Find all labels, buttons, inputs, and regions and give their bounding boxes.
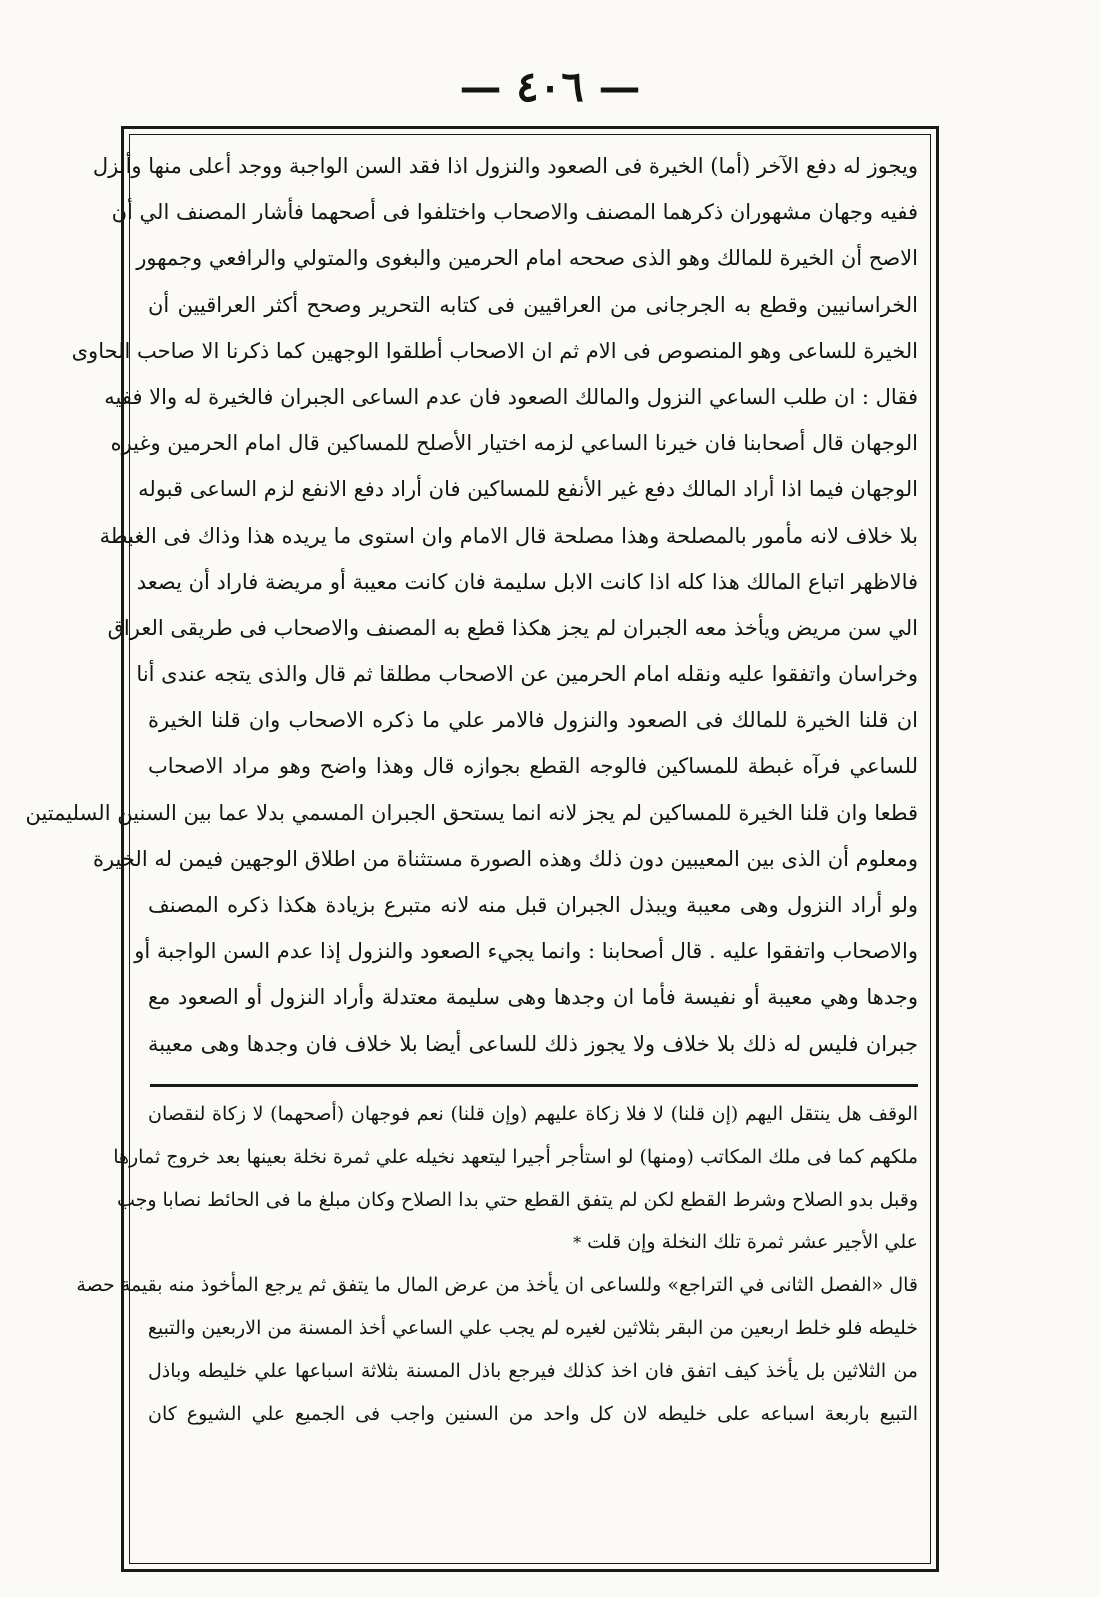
main-text-line: ففيه وجهان مشهوران ذكرهما المصنف والاصحاب واختلفوا فى أصحهما فأشار المصنف الي أن	[111, 200, 918, 225]
footnote-separator	[150, 1084, 918, 1087]
page-number: — ٤٠٦ —	[459, 62, 641, 111]
footnote-line: التبيع باربعة اسباعه على خليطه لان كل واحد من السنين واجب فى الجميع علي الشيوع كان	[148, 1402, 918, 1425]
main-text-line: الي سن مريض ويأخذ معه الجبران لم يجز هكذا قطع به المصنف والاصحاب فى طريقى العراق	[107, 615, 918, 640]
main-text-line: والاصحاب واتفقوا عليه . قال أصحابنا : وانما يجيء الصعود والنزول إذا عدم السن الواجبة أو	[134, 939, 918, 964]
end-mark: *	[573, 1233, 582, 1253]
footnote-line: خليطه فلو خلط اربعين من البقر بثلاثين لغيره لم يجب علي الساعي أخذ المسنة من الاربعين والتبيع	[147, 1316, 918, 1339]
main-text-line: الاصح أن الخيرة للمالك وهو الذى صححه امام الحرمين والبغوى والمتولي والرافعي وجمهور	[136, 246, 918, 271]
main-text-line: بلا خلاف لانه مأمور بالمصلحة وهذا مصلحة قال الامام وان استوى ما يريده هذا وذاك فى الغبطة	[99, 523, 918, 548]
main-text-line: جبران فليس له ذلك بلا خلاف ولا يجوز ذلك للساعى أيضا بلا خلاف فان وجدها وهى معيبة	[148, 1031, 918, 1056]
main-text-line: وجدها وهي معيبة أو نفيسة فأما ان وجدها وهى سليمة معتدلة وأراد النزول أو الصعود مع	[148, 985, 918, 1010]
main-text-line: للساعي فرآه غبطة للمساكين فالوجه القطع بجوازه قال وهذا واضح وهو مراد الاصحاب	[148, 754, 918, 779]
footnote-line-with-end-mark	[148, 1221, 918, 1264]
main-text-line: وخراسان واتفقوا عليه ونقله امام الحرمين عن الاصحاب مطلقا ثم قال والذى يتجه عندى أنا	[136, 662, 918, 687]
main-text-line: الوجهان فيما اذا أراد المالك دفع غير الأنفع للمساكين فان أراد دفع الانفع لزم الساعى قبوله	[138, 477, 918, 502]
main-text-line: فقال : ان طلب الساعي النزول والمالك الصعود فان عدم الساعى الجبران فالخيرة له والا ففيه	[104, 384, 918, 409]
main-text-line: ولو أراد النزول وهى معيبة ويبذل الجبران قبل منه لانه متبرع بزيادة هكذا ذكره المصنف	[148, 893, 918, 917]
footnote-line: وقبل بدو الصلاح وشرط القطع لكن لم يتفق القطع حتي بدا الصلاح وكان مبلغ ما فى الحائط نصابا وجب	[116, 1188, 918, 1211]
main-text	[25, 143, 918, 1067]
main-text-line: ان قلنا الخيرة للمالك فى الصعود والنزول فالامر علي ما ذكره الاصحاب وان قلنا الخيرة	[148, 708, 918, 733]
main-text-line: الخراسانيين وقطع به الجرجانى من العراقيين فى كتابه التحرير وصحح أكثر العراقيين أن	[148, 292, 918, 317]
footnote-line: الوقف هل ينتقل اليهم (إن قلنا) لا فلا زكاة عليهم (وإن قلنا) نعم فوجهان (أصحهما) لا زكاة لنقصان	[148, 1103, 918, 1125]
main-text-line: قطعا وان قلنا الخيرة للمساكين لم يجز لانه انما يستحق الجبران المسمي بدلا عما بين السنين السليمتين	[25, 800, 918, 825]
main-text-line: ومعلوم أن الذى بين المعيبين دون ذلك وهذه الصورة مستثناة من اطلاق الوجهين فيمن له الخيرة	[92, 846, 918, 871]
main-text-line: ويجوز له دفع الآخر (أما) الخيرة فى الصعود والنزول اذا فقد السن الواجبة ووجد أعلى منها وأنزل	[92, 154, 918, 178]
main-text-line: فالاظهر اتباع المالك هذا كله اذا كانت الابل سليمة فان كانت معيبة أو مريضة فاراد أن يصعد	[136, 569, 918, 594]
footnote-line: علي الأجير عشر ثمرة تلك النخلة وإن قلت	[587, 1231, 918, 1254]
footnote-line: ملكهم كما فى ملك المكاتب (ومنها) لو استأجر أجيرا ليتعهد نخيله علي ثمرة نخلة بعينها بعد خروج ثمارها	[113, 1145, 918, 1168]
footnote-text	[76, 1093, 918, 1435]
footnote-line: من الثلاثين بل يأخذ كيف اتفق فان اخذ كذلك فيرجع باذل المسنة بثلاثة اسباعها علي خليطه وباذل	[148, 1359, 918, 1382]
main-text-line: الخيرة للساعى وهو المنصوص فى الام ثم ان الاصحاب أطلقوا الوجهين كما ذكرنا الا صاحب الحاوى	[71, 338, 918, 363]
footnote-line: قال «الفصل الثانى في التراجع» وللساعى ان يأخذ من عرض المال ما يتفق ثم يرجع المأخوذ منه بقيمة حصة	[76, 1274, 918, 1297]
main-text-line: الوجهان قال أصحابنا فان خيرنا الساعي لزمه اختيار الأصلح للمساكين قال امام الحرمين وغيره	[110, 431, 918, 456]
